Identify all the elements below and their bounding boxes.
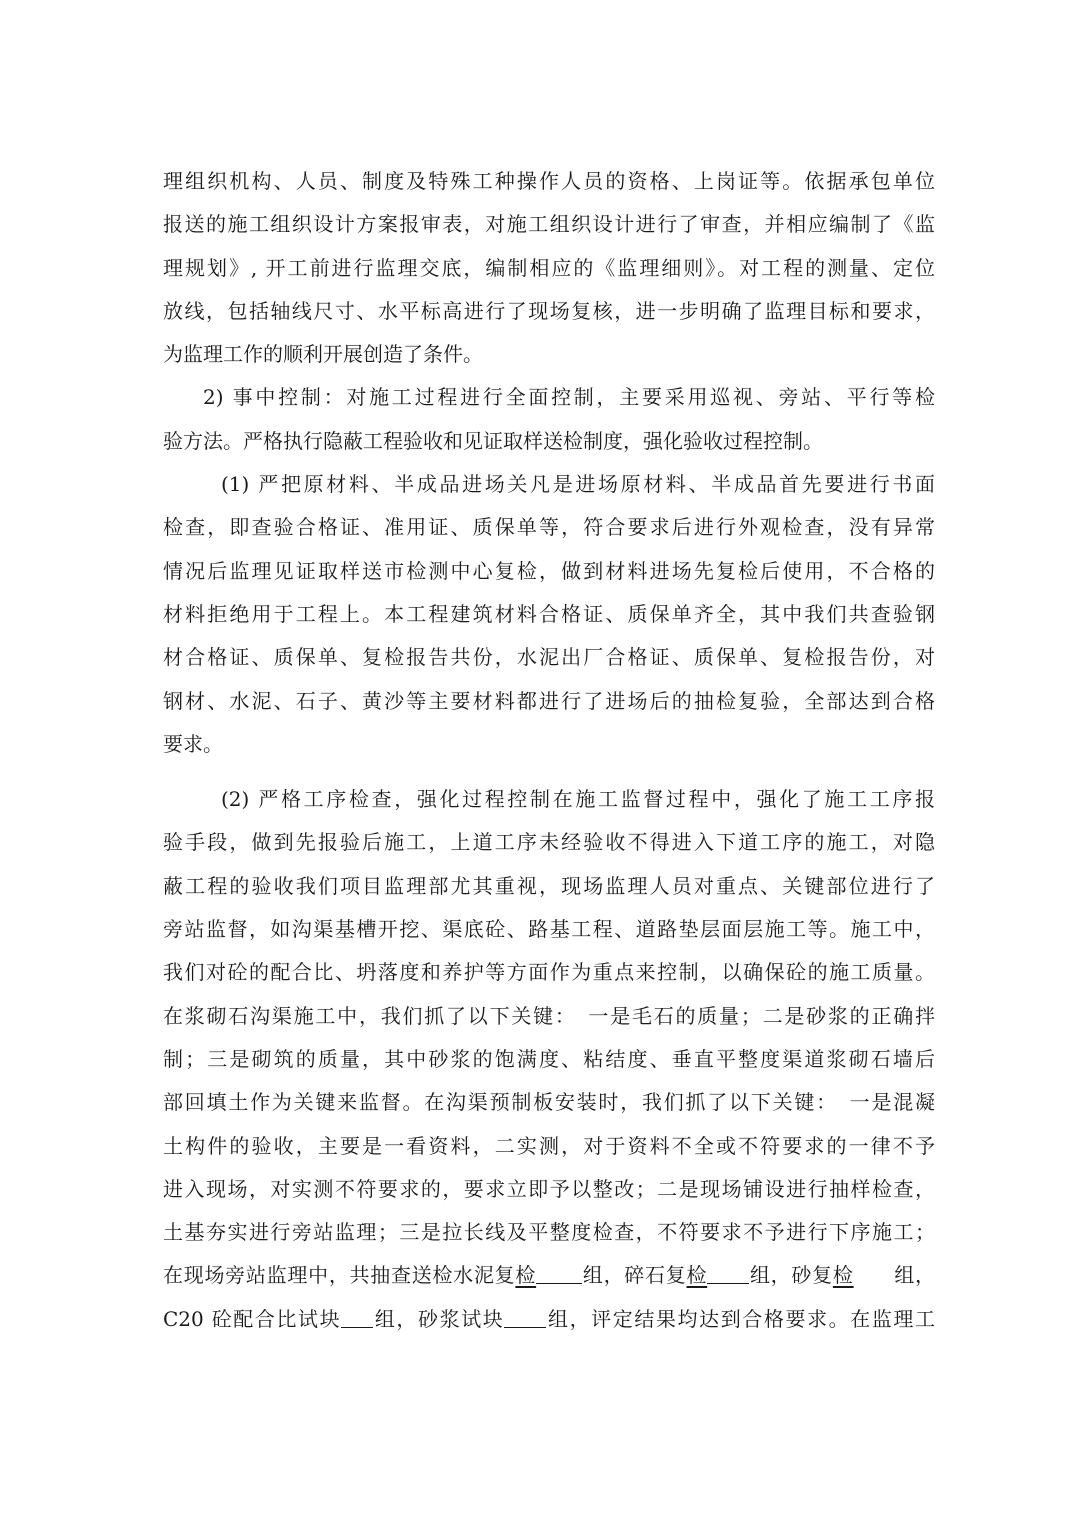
text-run: 组， xyxy=(893,1263,935,1288)
paragraph-4 xyxy=(163,778,935,1341)
text-line: 为监理工作的顺利开展创造了条件。 xyxy=(163,342,483,367)
text-line: 材料拒绝用于工程上。本工程建筑材料合格证、质保单齐全，其中我们共查验钢 xyxy=(163,601,935,626)
paragraph-1 xyxy=(163,160,935,376)
text-line: 制；三是砌筑的质量，其中砂浆的饱满度、粘结度、垂直平整度渠道浆砌石墙后 xyxy=(163,1046,935,1071)
text-run: C20 砼配合比试块 xyxy=(163,1306,342,1331)
text-line: 蔽工程的验收我们项目监理部尤其重视，现场监理人员对重点、关键部位进行了 xyxy=(163,873,935,898)
fill-in-blank xyxy=(707,1265,749,1284)
underlined-text: 检 xyxy=(515,1263,537,1288)
text-run: 组，砂浆试块 xyxy=(373,1306,505,1331)
text-run: 组，碎石复 xyxy=(582,1263,687,1288)
document-body xyxy=(163,160,935,1341)
text-line: 要求。 xyxy=(163,731,223,756)
text-line: 钢材、水泥、石子、黄沙等主要材料都进行了进场后的抽检复验，全部达到合格 xyxy=(163,688,935,713)
paragraph-2 xyxy=(163,376,935,463)
text-line: 在浆砌石沟渠施工中，我们抓了以下关键： 一是毛石的质量；二是砂浆的正确拌 xyxy=(163,1003,935,1028)
text-line: 土基夯实进行旁站监理；三是拉长线及平整度检查，不符要求不予进行下序施工； xyxy=(163,1220,935,1245)
paragraph-3 xyxy=(163,463,935,766)
text-line: 2) 事中控制：对施工过程进行全面控制，主要采用巡视、旁站、平行等检 xyxy=(203,385,935,410)
text-line: 验方法。严格执行隐蔽工程验收和见证取样送检制度，强化验收过程控制。 xyxy=(163,428,823,453)
text-line: (1) 严把原材料、半成品进场关凡是进场原材料、半成品首先要进行书面 xyxy=(221,472,935,497)
underlined-text: 检 xyxy=(832,1263,854,1288)
text-line: 我们对砼的配合比、坍落度和养护等方面作为重点来控制，以确保砼的施工质量。 xyxy=(163,960,935,985)
text-run: 组，评定结果均达到合格要求。在监理工 xyxy=(546,1306,935,1331)
text-run: 在现场旁站监理中，共抽查送检水泥复 xyxy=(163,1263,516,1288)
text-line: 理组织机构、人员、制度及特殊工种操作人员的资格、上岗证等。依据承包单位 xyxy=(163,169,935,193)
text-line: 进入现场，对实测不符要求的，要求立即予以整改；二是现场铺设进行抽样检查， xyxy=(163,1176,935,1201)
text-line: 部回填土作为关键来监督。在沟渠预制板安装时，我们抓了以下关键： 一是混凝 xyxy=(163,1090,935,1115)
text-line: 土构件的验收，主要是一看资料，二实测，对于资料不全或不符要求的一律不予 xyxy=(163,1133,935,1158)
text-line: 放线，包括轴线尺寸、水平标高进行了现场复核，进一步明确了监理目标和要求， xyxy=(163,298,935,323)
fill-in-blank xyxy=(536,1265,582,1284)
underlined-text: 检 xyxy=(686,1263,708,1288)
paragraph-gap xyxy=(163,766,935,778)
text-run: 组，砂复 xyxy=(749,1263,833,1288)
text-line: (2) 严格工序检查，强化过程控制在施工监督过程中，强化了施工工序报 xyxy=(221,787,935,812)
text-line: 情况后监理见证取样送市检测中心复检，做到材料进场先复检后使用，不合格的 xyxy=(163,558,935,583)
text-line-with-blanks xyxy=(163,1254,935,1297)
text-line: 旁站监督，如沟渠基槽开挖、渠底砼、路基工程、道路垫层面层施工等。施工中， xyxy=(163,917,935,942)
text-line: 报送的施工组织设计方案报审表，对施工组织设计进行了审查，并相应编制了《监 xyxy=(163,212,935,237)
fill-in-blank xyxy=(504,1309,546,1328)
fill-in-blank xyxy=(341,1309,373,1328)
text-line: 验手段，做到先报验后施工，上道工序未经验收不得进入下道工序的施工，对隐 xyxy=(163,830,935,855)
text-line-with-blanks xyxy=(163,1298,935,1341)
text-line: 理规划》, 开工前进行监理交底，编制相应的《监理细则》。对工程的测量、定位 xyxy=(163,255,935,280)
text-line: 检查，即查验合格证、准用证、质保单等，符合要求后进行外观检查，没有异常 xyxy=(163,515,935,540)
text-line: 材合格证、质保单、复检报告共份，水泥出厂合格证、质保单、复检报告份，对 xyxy=(163,645,935,670)
